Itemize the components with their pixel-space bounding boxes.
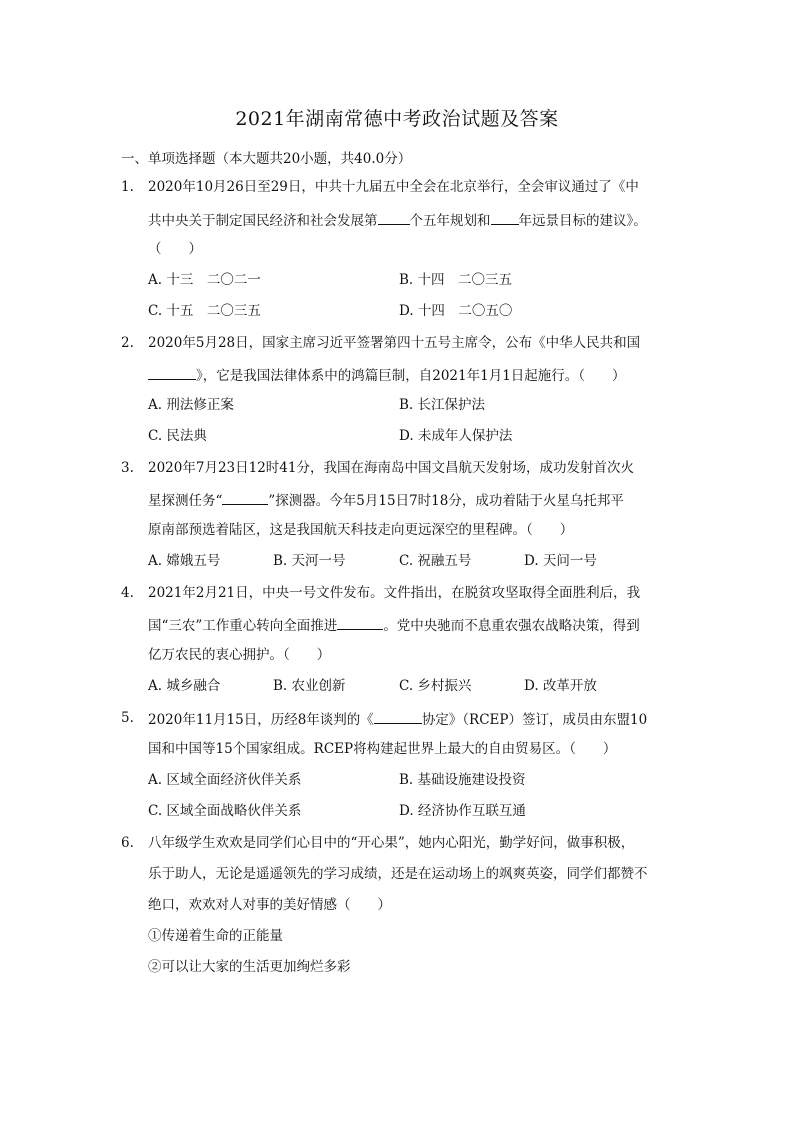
question-number: 4.: [121, 585, 134, 601]
question-text: 2020年10月26日至29日，中共十九届五中全会在北京举行，全会审议通过了《中: [148, 179, 639, 195]
question-text-line: [148, 615, 640, 635]
option-c: C. 祝融五号: [399, 553, 472, 569]
question-number: 1.: [121, 179, 134, 195]
statement-item: ②可以让大家的生活更加绚烂多彩: [148, 959, 351, 975]
question-text-part: 2020年11月15日，历经8年谈判的《: [148, 712, 374, 728]
question-text-part: 协定》（RCEP）签订，成员由东盟10: [421, 712, 648, 728]
option-a: A. 十三 二〇二一: [148, 272, 261, 288]
question-text: 2020年5月28日，国家主席习近平签署第四十五号主席令，公布《中华人民共和国: [148, 335, 641, 351]
option-d: D. 未成年人保护法: [399, 428, 513, 444]
statement-item: ①传递着生命的正能量: [148, 928, 283, 944]
question-text: 原南部预选着陆区，这是我国航天科技走向更远深空的里程碑。（ ）: [148, 522, 574, 538]
option-c: C. 民法典: [148, 428, 207, 444]
option-b: B. 天河一号: [273, 553, 346, 569]
option-a: A. 城乡融合: [148, 678, 221, 694]
option-d: D. 天问一号: [524, 553, 597, 569]
answer-blank: [491, 210, 519, 225]
option-a: A. 嫦娥五号: [148, 553, 221, 569]
page-title: 2021年湖南常德中考政治试题及答案: [235, 108, 559, 130]
question-text-part: 星探测任务“: [148, 493, 223, 509]
question-text-line: [148, 210, 647, 230]
option-c: C. 区域全面战略伙伴关系: [148, 803, 302, 819]
question-text: 乐于助人，无论是遥遥领先的学习成绩，还是在运动场上的飒爽英姿，同学们都赞不: [148, 866, 648, 882]
question-text: 亿万农民的衷心拥护。（ ）: [148, 647, 331, 663]
option-b: B. 农业创新: [273, 678, 346, 694]
question-text-part: ”探测器。今年5月15日7时18分，成功着陆于火星乌托邦平: [268, 493, 624, 509]
question-number: 6.: [121, 835, 134, 851]
question-text: 绝口，欢欢对人对事的美好情感（ ）: [148, 897, 391, 913]
question-text-line: [148, 365, 626, 385]
question-text-part: 》，它是我国法律体系中的鸿篇巨制，自2021年1月1日起施行。（ ）: [196, 368, 626, 384]
section-heading: 一、单项选择题（本大题共20小题，共40.0分）: [121, 151, 412, 167]
question-text-part: 国“三农”工作重心转向全面推进: [148, 618, 338, 634]
answer-blank: [378, 210, 410, 225]
answer-blank: [148, 365, 196, 380]
option-d: D. 十四 二〇五〇: [399, 303, 513, 319]
question-text-part: 共中央关于制定国民经济和社会发展第: [148, 213, 378, 229]
question-text: 2021年2月21日，中央一号文件发布。文件指出，在脱贫攻坚取得全面胜利后，我: [148, 585, 641, 601]
question-text-part: 。党中央驰而不息重农强农战略决策，得到: [383, 618, 640, 634]
option-d: D. 改革开放: [524, 678, 597, 694]
option-a: A. 区域全面经济伙伴关系: [148, 772, 302, 788]
answer-blank: [374, 709, 422, 724]
option-c: C. 乡村振兴: [399, 678, 472, 694]
question-text: 2020年7月23日12时41分，我国在海南岛中国文昌航天发射场，成功发射首次火: [148, 460, 634, 476]
question-number: 3.: [121, 460, 134, 476]
answer-paren: （ ）: [148, 241, 202, 257]
option-b: B. 基础设施建设投资: [399, 772, 526, 788]
question-text: 八年级学生欢欢是同学们心目中的“开心果”，她内心阳光，勤学好问，做事积极，: [148, 835, 635, 851]
option-b: B. 长江保护法: [399, 397, 486, 413]
question-text-part: 个五年规划和: [409, 213, 491, 229]
question-text: 国和中国等15个国家组成。RCEP将构建起世界上最大的自由贸易区。（ ）: [148, 741, 617, 757]
question-text-line: [148, 709, 647, 729]
question-number: 2.: [121, 335, 134, 351]
question-text-line: [148, 490, 624, 510]
option-a: A. 刑法修正案: [148, 397, 234, 413]
option-d: D. 经济协作互联互通: [399, 803, 526, 819]
question-number: 5.: [121, 710, 134, 726]
question-text-part: 年远景目标的建议》。: [518, 213, 647, 229]
option-b: B. 十四 二〇三五: [399, 272, 513, 288]
answer-blank: [222, 490, 268, 505]
option-c: C. 十五 二〇三五: [148, 303, 261, 319]
answer-blank: [337, 615, 383, 630]
